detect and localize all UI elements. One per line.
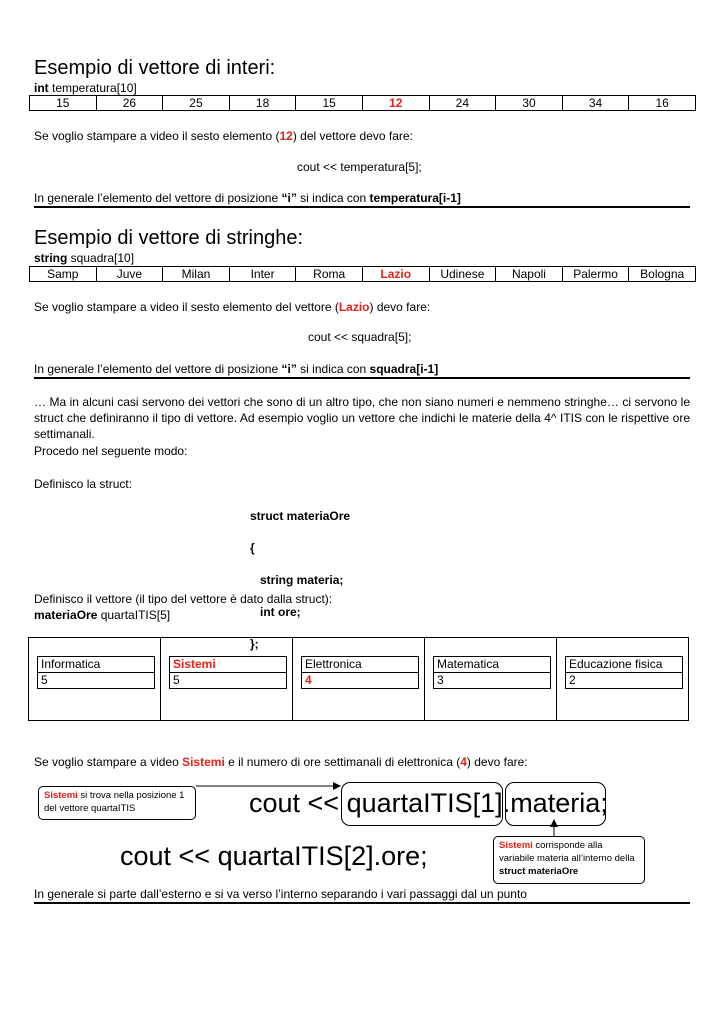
highlight-field-box [505, 782, 606, 826]
section2-title: Esempio di vettore di stringhe: [34, 227, 304, 249]
divider [34, 902, 690, 904]
field-materia: Elettronica [305, 657, 362, 671]
code-line: int ore; [250, 605, 301, 619]
array-cell: 30 [496, 96, 563, 111]
field-ore: 5 [170, 672, 286, 688]
code-line: }; [250, 637, 259, 651]
array-cell: Inter [229, 267, 296, 282]
struct-code-line-2: cout << quartaITIS[2].ore; [120, 841, 428, 871]
array-cell: Roma [296, 267, 363, 282]
array-cell: Milan [163, 267, 230, 282]
int-question: Se voglio stampare a video il sesto elemento (12) del vettore devo fare: [34, 129, 413, 143]
array-cell: 24 [429, 96, 496, 111]
callout-field: Sistemi corrisponde alla variabile materia all’interno della struct materiaOre [493, 836, 645, 884]
field-materia: Informatica [41, 657, 101, 671]
struct-code-line-1: cout << quartaITIS[1].materia; [249, 788, 608, 818]
code-line: struct materiaOre [250, 509, 351, 523]
section1-title: Esempio di vettore di interi: [34, 57, 276, 79]
field-ore: 5 [38, 672, 154, 688]
array-cell: Samp [30, 267, 97, 282]
array-cell: 15 [296, 96, 363, 111]
field-ore: 2 [566, 672, 682, 688]
field-materia: Matematica [437, 657, 500, 671]
array-cell: 26 [96, 96, 163, 111]
array-cell: Bologna [629, 267, 696, 282]
struct-intro-paragraph: … Ma in alcuni casi servono dei vettori che sono di un altro tipo, che non siano numeri e nemmeno stringhe… ci servono le struct che definiranno il tipo di vettore. Ad esempio voglio un vettore che indichi le materie della 4^ ITIS con le rispettive ore settimanali. [34, 395, 690, 441]
array-cell: 25 [163, 96, 230, 111]
highlight-index-box [341, 782, 503, 826]
string-general-rule: In generale l’elemento del vettore di posizione “i” si indica con squadra[i-1] [34, 362, 439, 376]
field-ore: 3 [434, 672, 550, 688]
string-question: Se voglio stampare a video il sesto elemento del vettore (Lazio) devo fare: [34, 300, 431, 314]
code-line: { [250, 541, 255, 555]
array-cell: Palermo [562, 267, 629, 282]
final-rule: In generale si parte dall’esterno e si va verso l’interno separando i vari passaggi dal un punto [34, 887, 527, 901]
struct-question: Se voglio stampare a video Sistemi e il numero di ore settimanali di elettronica (4) devo fare: [34, 755, 528, 769]
array-cell: 34 [562, 96, 629, 111]
string-code: cout << squadra[5]; [308, 330, 412, 344]
array-cell: 18 [229, 96, 296, 111]
array-cell: 15 [30, 96, 97, 111]
field-ore: 4 [302, 672, 418, 688]
field-materia: Sistemi [173, 657, 216, 671]
define-struct-text: Definisco la struct: [34, 477, 133, 491]
array-cell: Juve [96, 267, 163, 282]
field-materia: Educazione fisica [569, 657, 663, 671]
int-code: cout << temperatura[5]; [297, 160, 422, 174]
array-cell: 12 [362, 96, 429, 111]
struct-vector-declaration: materiaOre quartaITIS[5] [34, 608, 171, 622]
array-cell: Napoli [496, 267, 563, 282]
code-line: string materia; [250, 573, 344, 587]
array-cell: Lazio [362, 267, 429, 282]
string-declaration: string squadra[10] [34, 251, 135, 265]
callout-position: Sistemi si trova nella posizione 1 del vettore quartaITIS [38, 786, 196, 820]
array-cell: Udinese [429, 267, 496, 282]
define-vector-text: Definisco il vettore (il tipo del vettore è dato dalla struct): [34, 592, 333, 606]
int-general-rule: In generale l’elemento del vettore di posizione “i” si indica con temperatura[i-1] [34, 191, 461, 205]
int-declaration: int temperatura[10] [34, 81, 137, 95]
procedo-text: Procedo nel seguente modo: [34, 444, 188, 458]
array-cell: 16 [629, 96, 696, 111]
